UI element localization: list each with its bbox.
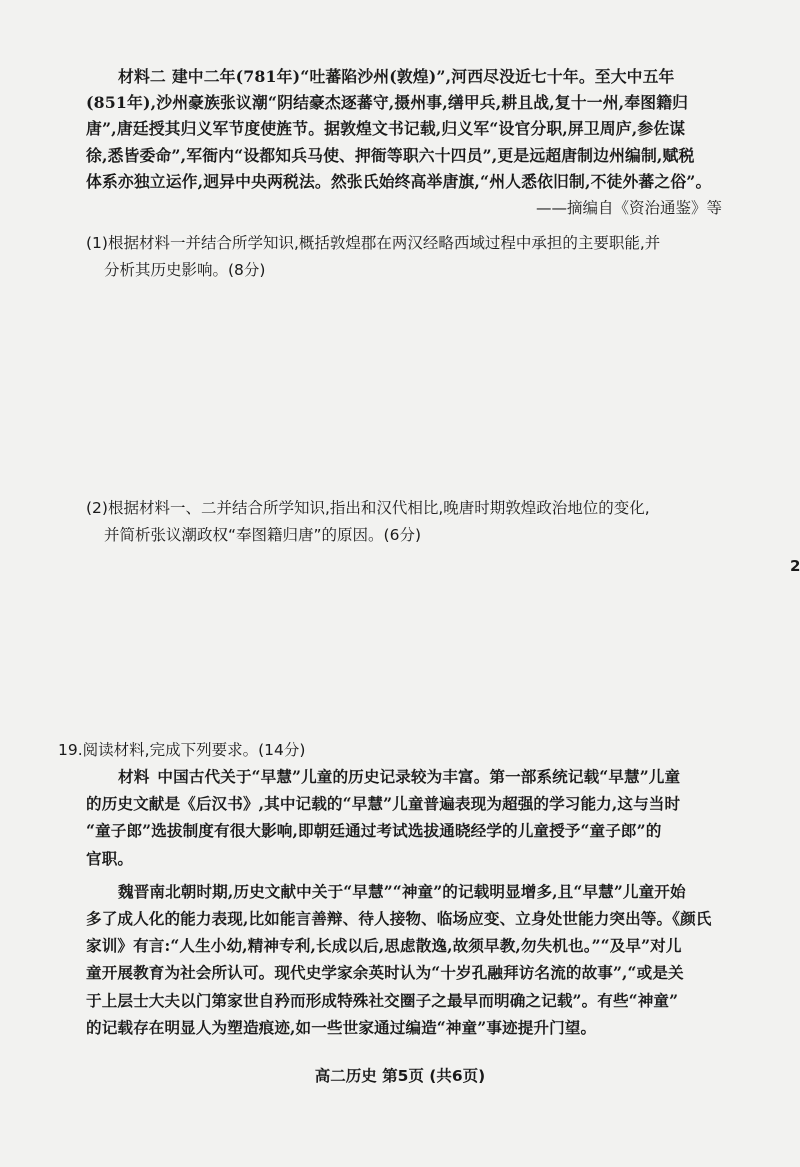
- material-label: 材料二: [118, 67, 166, 86]
- page-footer: 高二历史 第5页 (共6页): [314, 1067, 486, 1085]
- material-label: 材料: [118, 767, 150, 786]
- material-line: 徐,悉皆委命”,军衙内“设都知兵马使、押衙等职六十四员”,更是远超唐制边州编制,赋税: [86, 145, 695, 165]
- paragraph-line: 的历史文献是《后汉书》,其中记载的“早慧”儿童普遍表现为超强的学习能力,这与当时: [86, 794, 681, 814]
- material-line: (851年),沙州豪族张议潮“阴结豪杰逐蕃守,摄州事,缮甲兵,耕且战,复十一州,奉图籍归: [86, 93, 689, 113]
- question-1-line2: 分析其历史影响。(8分): [104, 261, 266, 279]
- paragraph-line: 魏晋南北朝时期,历史文献中关于“早慧”“神童”的记载明显增多,且“早慧”儿童开始: [118, 881, 686, 901]
- material-text: 建中二年(781年)“吐蕃陷沙州(敦煌)”,河西尽没近七十年。至大中五年: [171, 67, 675, 86]
- material-source: ——摘编自《资治通鉴》等: [535, 198, 722, 217]
- paragraph-line: “童子郎”选拔制度有很大影响,即朝廷通过考试选拔通晓经学的儿童授予“童子郎”的: [86, 821, 662, 841]
- paragraph-line: 多了成人化的能力表现,比如能言善辩、待人接物、临场应变、立身处世能力突出等。《颜氏: [86, 908, 712, 928]
- paragraph-line: 于上层士大夫以门第家世自矜而形成特殊社交圈子之最早而明确之记载”。有些“神童”: [86, 990, 679, 1010]
- paragraph-line: 的记载存在明显人为塑造痕迹,如一些世家通过编造“神童”事迹提升门望。: [86, 1017, 597, 1037]
- question-1: [86, 230, 660, 284]
- question-19-heading: 19.阅读材料,完成下列要求。(14分): [58, 741, 306, 759]
- material-line: 体系亦独立运作,迥异中央两税法。然张氏始终高举唐旗,“州人悉依旧制,不徒外蕃之俗”。: [86, 171, 712, 191]
- question-19: [58, 737, 738, 1041]
- material-line: [86, 64, 726, 90]
- paragraph-line: [58, 763, 738, 790]
- paragraph-text: 中国古代关于“早慧”儿童的历史记录较为丰富。第一部系统记载“早慧”儿童: [157, 767, 681, 786]
- question-1-line1: (1)根据材料一并结合所学知识,概括敦煌郡在两汉经略西域过程中承担的主要职能,并: [86, 234, 661, 252]
- question-2-line2: 并简析张议潮政权“奉图籍归唐”的原因。(6分): [104, 526, 422, 544]
- edge-page-mark: 2: [790, 557, 800, 575]
- paragraph-line: 家训》有言:“人生小幼,精神专利,长成以后,思虑散逸,故须早教,勿失机也。”“及早”对儿: [86, 936, 682, 956]
- question-2-line1: (2)根据材料一、二并结合所学知识,指出和汉代相比,晚唐时期敦煌政治地位的变化,: [86, 499, 650, 517]
- question-2: [86, 495, 650, 549]
- paragraph-line: 童开展教育为社会所认可。现代史学家余英时认为“十岁孔融拜访名流的故事”,“或是关: [86, 963, 684, 983]
- material-two-block: [86, 64, 726, 221]
- paragraph-line: 官职。: [86, 848, 134, 868]
- material-line: 唐”,唐廷授其归义军节度使旌节。据敦煌文书记载,归义军“设官分职,屏卫周庐,参佐谋: [86, 119, 686, 139]
